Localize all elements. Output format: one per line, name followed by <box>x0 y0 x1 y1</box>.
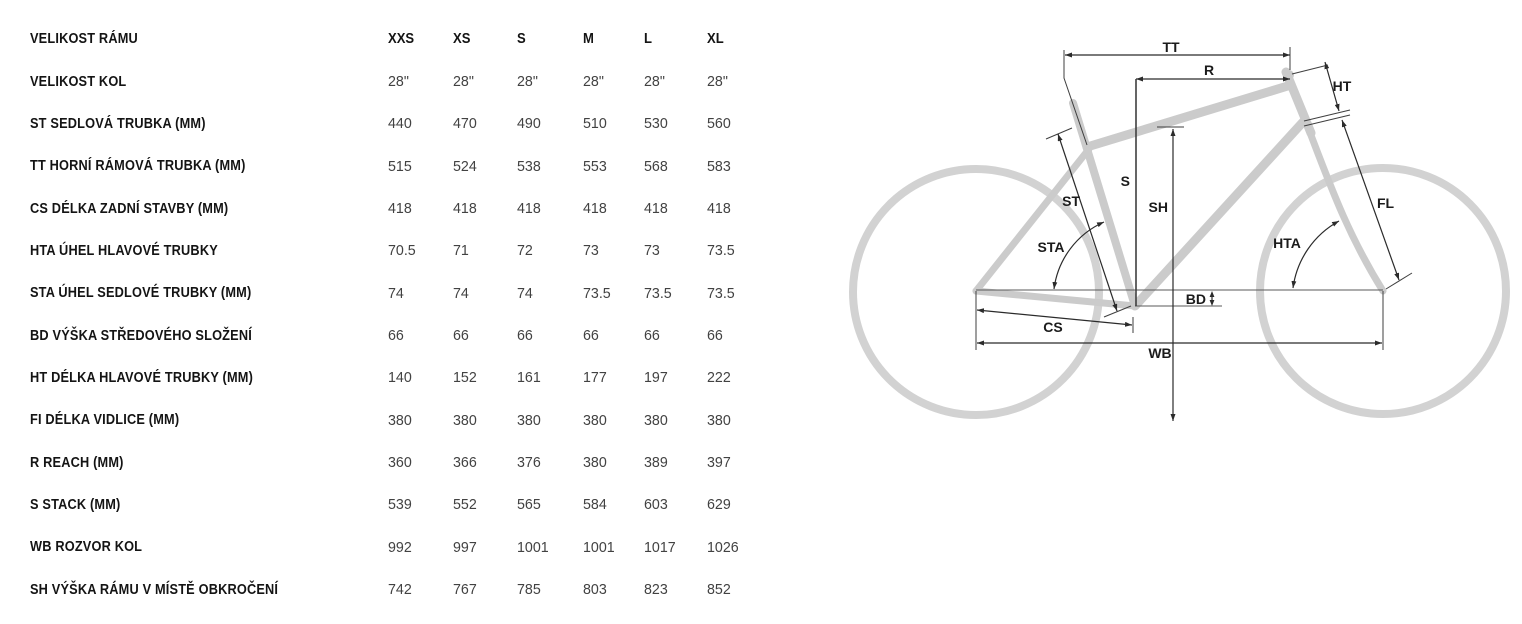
row-value: 28" <box>707 73 728 91</box>
size-column-header: XXS <box>388 31 415 48</box>
row-value: 530 <box>644 115 668 133</box>
table-row <box>30 568 770 610</box>
table-row <box>30 526 770 568</box>
bd-up-arrow <box>1210 291 1215 297</box>
row-value: 568 <box>644 157 668 175</box>
head-tube-break-mark <box>1304 110 1350 121</box>
row-value: 71 <box>453 242 469 260</box>
row-value: 418 <box>644 200 668 218</box>
size-column-header: XS <box>453 31 471 48</box>
row-value: 376 <box>517 454 541 472</box>
table-row <box>30 357 770 399</box>
size-column-header: S <box>517 31 526 48</box>
row-value: 418 <box>453 200 477 218</box>
size-column-header: L <box>644 31 652 48</box>
row-value: 28" <box>583 73 604 91</box>
row-label: R REACH (MM) <box>30 454 124 471</box>
row-value: 70.5 <box>388 242 416 260</box>
row-label: CS DÉLKA ZADNÍ STAVBY (MM) <box>30 200 229 217</box>
diagram-label-tt: TT <box>1162 39 1180 55</box>
table-row <box>30 103 770 145</box>
diagram-label-fl: FL <box>1377 195 1395 211</box>
bd-down-arrow <box>1210 300 1215 306</box>
row-value: 538 <box>517 157 541 175</box>
row-value: 584 <box>583 496 607 514</box>
row-value: 66 <box>644 327 660 345</box>
row-value: 74 <box>453 284 469 302</box>
row-label: SH VÝŠKA RÁMU V MÍSTĚ OBKROČENÍ <box>30 581 279 598</box>
row-value: 66 <box>453 327 469 345</box>
row-value: 418 <box>707 200 731 218</box>
row-label: HT DÉLKA HLAVOVÉ TRUBKY (MM) <box>30 369 254 386</box>
row-label: BD VÝŠKA STŘEDOVÉHO SLOŽENÍ <box>30 327 252 344</box>
row-label: S STACK (MM) <box>30 496 121 513</box>
row-label: VELIKOST KOL <box>30 73 127 90</box>
row-value: 28" <box>388 73 409 91</box>
row-value: 74 <box>388 284 404 302</box>
row-value: 380 <box>644 411 668 429</box>
row-value: 565 <box>517 496 541 514</box>
row-label: WB ROZVOR KOL <box>30 539 143 556</box>
row-value: 380 <box>707 411 731 429</box>
row-value: 852 <box>707 581 731 599</box>
diagram-label-r: R <box>1203 62 1215 78</box>
hta-angle-arc <box>1293 221 1339 288</box>
diagram-label-wb: WB <box>1148 345 1172 361</box>
table-row <box>30 272 770 314</box>
row-value: 1017 <box>644 538 676 556</box>
row-value: 380 <box>388 411 412 429</box>
row-value: 552 <box>453 496 477 514</box>
row-value: 992 <box>388 538 412 556</box>
row-value: 360 <box>388 454 412 472</box>
diagram-label-cs: CS <box>1043 319 1063 335</box>
row-value: 603 <box>644 496 668 514</box>
row-value: 997 <box>453 538 477 556</box>
table-row <box>30 60 770 102</box>
row-value: 470 <box>453 115 477 133</box>
row-value: 161 <box>517 369 541 387</box>
row-value: 803 <box>583 581 607 599</box>
row-value: 1026 <box>707 538 739 556</box>
row-value: 28" <box>517 73 538 91</box>
diagram-label-sh: SH <box>1148 199 1168 215</box>
row-value: 73.5 <box>583 284 611 302</box>
row-value: 418 <box>517 200 541 218</box>
row-value: 177 <box>583 369 607 387</box>
row-value: 222 <box>707 369 731 387</box>
row-value: 66 <box>583 327 599 345</box>
row-value: 629 <box>707 496 731 514</box>
row-value: 140 <box>388 369 412 387</box>
top-tube <box>1087 85 1291 147</box>
row-value: 66 <box>517 327 533 345</box>
row-value: 1001 <box>583 538 615 556</box>
row-value: 510 <box>583 115 607 133</box>
fork-blade <box>1309 130 1383 291</box>
fl-bottom-tick <box>1386 273 1412 289</box>
row-label: STA ÚHEL SEDLOVÉ TRUBKY (MM) <box>30 285 252 302</box>
row-value: 72 <box>517 242 533 260</box>
table-row <box>30 145 770 187</box>
row-value: 152 <box>453 369 477 387</box>
table-row <box>30 441 770 483</box>
row-label: ST SEDLOVÁ TRUBKA (MM) <box>30 115 206 132</box>
row-value: 397 <box>707 454 731 472</box>
row-value: 73.5 <box>707 242 735 260</box>
row-value: 389 <box>644 454 668 472</box>
diagram-label-bd: BD <box>1185 291 1206 307</box>
head-slant-extension-line <box>1292 65 1328 74</box>
row-label: HTA ÚHEL HLAVOVÉ TRUBKY <box>30 242 218 259</box>
row-value: 767 <box>453 581 477 599</box>
row-value: 73 <box>644 242 660 260</box>
row-value: 785 <box>517 581 541 599</box>
row-value: 583 <box>707 157 731 175</box>
row-value: 366 <box>453 454 477 472</box>
geometry-table-rows <box>30 60 770 610</box>
row-value: 74 <box>517 284 533 302</box>
row-value: 418 <box>583 200 607 218</box>
table-row <box>30 484 770 526</box>
row-label: FI DÉLKA VIDLICE (MM) <box>30 412 180 429</box>
diagram-label-hta: HTA <box>1273 235 1301 251</box>
row-value: 28" <box>453 73 474 91</box>
diagram-label-st: ST <box>1062 193 1080 209</box>
row-value: 440 <box>388 115 412 133</box>
row-value: 524 <box>453 157 477 175</box>
row-value: 73.5 <box>644 284 672 302</box>
row-value: 66 <box>388 327 404 345</box>
row-value: 823 <box>644 581 668 599</box>
size-column-header: XL <box>707 31 724 48</box>
row-value: 380 <box>517 411 541 429</box>
row-value: 73 <box>583 242 599 260</box>
row-value: 28" <box>644 73 665 91</box>
diagram-label-s: S <box>1120 173 1130 189</box>
row-value: 539 <box>388 496 412 514</box>
row-value: 380 <box>583 411 607 429</box>
row-value: 380 <box>453 411 477 429</box>
table-header-row <box>30 18 770 60</box>
row-value: 490 <box>517 115 541 133</box>
table-row <box>30 314 770 356</box>
table-row <box>30 187 770 229</box>
row-label: TT HORNÍ RÁMOVÁ TRUBKA (MM) <box>30 158 246 175</box>
diagram-label-sta: STA <box>1037 239 1065 255</box>
table-header-label: VELIKOST RÁMU <box>30 31 138 48</box>
row-value: 742 <box>388 581 412 599</box>
table-row <box>30 230 770 272</box>
diagram-label-ht: HT <box>1332 78 1352 94</box>
size-column-header: M <box>583 31 594 48</box>
row-value: 560 <box>707 115 731 133</box>
bike-geometry-diagram <box>840 0 1522 624</box>
row-value: 1001 <box>517 538 549 556</box>
row-value: 515 <box>388 157 412 175</box>
row-value: 380 <box>583 454 607 472</box>
row-value: 197 <box>644 369 668 387</box>
row-value: 418 <box>388 200 412 218</box>
row-value: 73.5 <box>707 284 735 302</box>
row-value: 66 <box>707 327 723 345</box>
row-value: 553 <box>583 157 607 175</box>
geometry-table <box>30 18 770 611</box>
table-row <box>30 399 770 441</box>
